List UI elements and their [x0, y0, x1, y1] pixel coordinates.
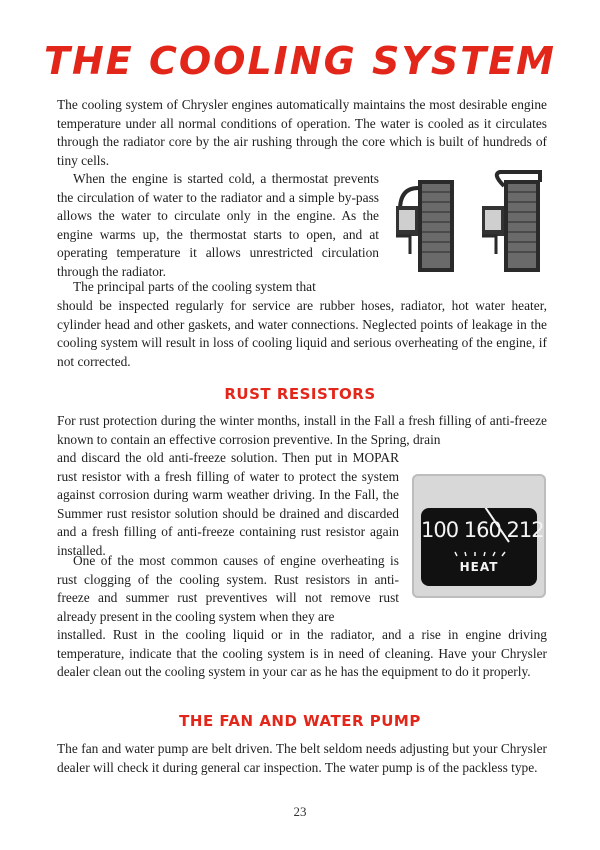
gauge-face — [421, 508, 544, 586]
principal-parts-paragraph: should be inspected regularly for service are rubber hoses, radiator, hot water heater, cylinder head and other gaskets, and water connections. Neglected points of leakage in the cooling system will result in loss of cooling liquid and serious overheating of the engine, if not corrected. — [57, 298, 547, 369]
radiator-cold-icon — [396, 180, 454, 272]
radiator-illustration — [392, 170, 552, 278]
heat-gauge — [412, 474, 546, 598]
principal-parts-first-line: The principal parts of the cooling system that — [73, 279, 316, 294]
rust-intro-paragraph: For rust protection during the winter months, install in the Fall a fresh filling of anti-freeze known to contain an effective corrosion preventive. In the Spring, drain — [57, 413, 547, 447]
fan-water-pump-heading: THE FAN AND WATER PUMP — [179, 712, 421, 730]
intro-paragraph: The cooling system of Chrysler engines automatically maintains the most desirable engine temperature under all normal conditions of operation. The water is cooled as it circulates through the radiator core by the air rushing through the core which is built of hundreds of tiny cells. — [57, 97, 547, 168]
gauge-needle-icon — [421, 508, 544, 586]
page-number: 23 — [293, 804, 307, 819]
rust-resistors-heading: RUST RESISTORS — [224, 385, 376, 403]
overheating-paragraph: One of the most common causes of engine overheating is rust clogging of the cooling system. Rust resistors in anti-freeze and summer rust preventives will not remove rust already present in the cooling system when they are — [57, 553, 399, 624]
fan-paragraph: The fan and water pump are belt driven. The belt seldom needs adjusting but your Chrysler dealer will check it during general car inspection. The water pump is of the packless type. — [57, 741, 547, 775]
rust-resistor-paragraph: and discard the old anti-freeze solution. Then put in MOPAR rust resistor with a fresh filling of water to protect the system against corrosion during warm weather driving. In the Fall, the Summer rust resistor solution should be drained and discarded and a fresh filling of anti-freeze containing rust resistor again installed. — [57, 450, 399, 558]
overheating-paragraph-rest: installed. Rust in the cooling liquid or in the radiator, and a rise in engine driving temperature, indicate that the cooling system is in need of cleaning. Have your Chrysler dealer clean out the cooling system in your car as he has the equipment to do it properly. — [57, 627, 547, 680]
thermostat-paragraph: When the engine is started cold, a thermostat prevents the circulation of water to the radiator and a simple by-pass allows the water to circulate only in the engine. As the engine warms up, the thermostat starts to open, and at operating temperature it allows unrestricted circulation through the radiator. — [57, 171, 379, 279]
gauge-label: HEAT — [459, 560, 499, 574]
radiator-warm-icon — [482, 172, 540, 272]
gauge-scale: 100 160 212 — [421, 518, 544, 542]
page-title: THE COOLING SYSTEM — [44, 39, 556, 83]
